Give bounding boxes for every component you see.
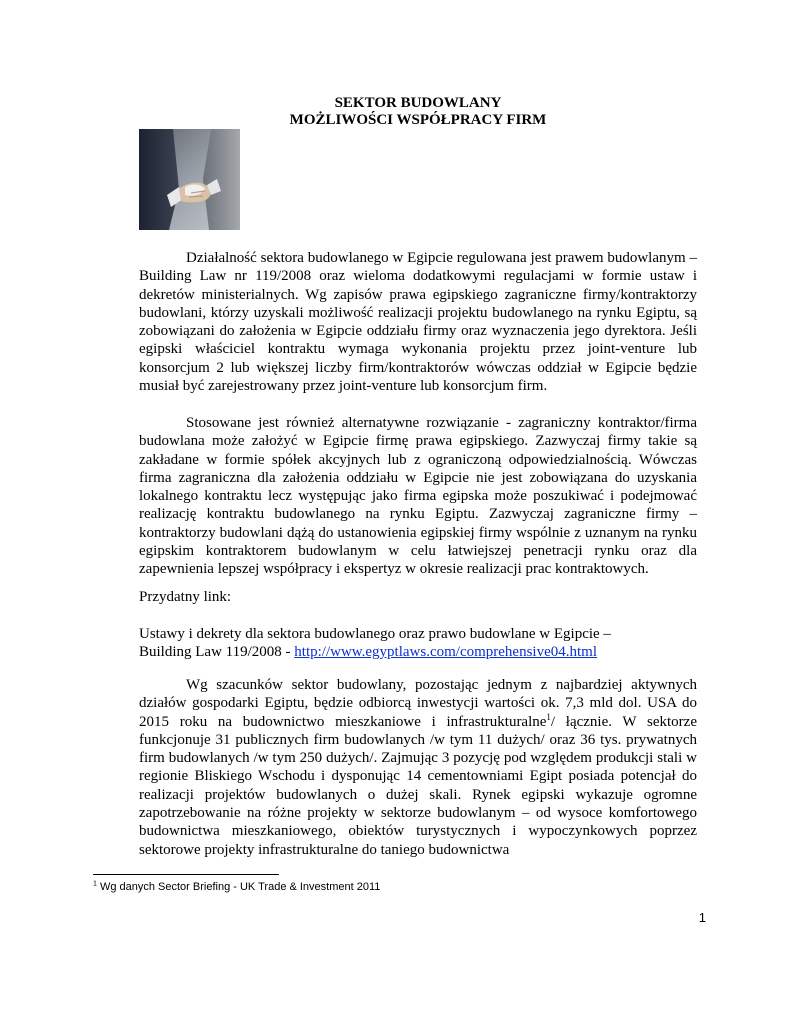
footnote-separator [93,874,279,875]
handshake-illustration [139,129,240,230]
link-description-line-2: Building Law 119/2008 - [139,644,295,661]
useful-link-label: Przydatny link: [139,589,232,605]
body-paragraph-2: Stosowane jest również alternatywne rozwiązanie - zagraniczny kontraktor/firma budowlana może założyć w Egipcie firmę prawa egipskiego. Zazwyczaj firmy takie są zakładane w formie spółek akcyjnych lub z ograniczoną odpowiedzialnością. Wówczas firma zagraniczna dla założenia oddziału w Egipcie nie jest zobowiązana do uzyskania lokalnego kontraktu lecz występując jako firma egipska może poszukiwać i podejmować realizację kontraktu budowlanego na rynku Egiptu. Zazwyczaj zagraniczne firmy – kontraktorzy budowlani dążą do ustanowienia egipskiej firmy wspólnie z uznanym na rynku egipskim kontraktorem budowlanym w celu łatwiejszej penetracji rynku oraz dla zapewnienia lepszej współpracy i ekspertyz w okresie realizacji prac kontraktowych. [139,415,697,578]
footnote-text: Wg danych Sector Briefing - UK Trade & Investment 2011 [96,881,381,893]
handshake-photo [139,129,240,230]
document-title-line-2: MOŻLIWOŚCI WSPÓŁPRACY FIRM [289,112,547,128]
page-number: 1 [698,910,706,925]
body-paragraph-3 [139,676,697,859]
footnote-reference[interactable]: 1 [546,711,551,722]
link-paragraph [139,625,697,662]
egyptlaws-link[interactable]: http://www.egyptlaws.com/comprehensive04.html [294,644,598,661]
body-paragraph-3-part-1: Wg szacunków sektor budowlany, pozostając jednym z najbardziej aktywnych działów gospodarki Egiptu, będzie odbiorcą inwestycji wartości ok. 7,3 mld dol. USA do 2015 roku na budownictwo mieszkaniowe i infrastrukturalne [139,677,697,730]
footnote [93,880,693,894]
body-paragraph-1: Działalność sektora budowlanego w Egipcie regulowana jest prawem budowlanym – Building Law nr 119/2008 oraz wieloma dodatkowymi regulacjami w formie ustaw i dekretów ministerialnych. Wg zapisów prawa egipskiego zagraniczne firmy/kontraktorzy budowlani, którzy uzyskali możliwość realizacji projektu budowlanego na rynku Egiptu, są zobowiązani do założenia w Egipcie oddziału firmy oraz wyznaczenia jego dyrektora. Jeśli egipski właściciel kontraktu wymaga wykonania projektu przez joint-venture lub konsorcjum 2 lub większej liczby firm/kontraktorów wówczas oddział w Egipcie będzie musiał być zarejestrowany przez joint-venture lub konsorcjum firm. [139,250,697,395]
footnote-number: 1 [93,880,97,888]
link-description-line-1: Ustawy i dekrety dla sektora budowlanego oraz prawo budowlane w Egipcie – [139,626,611,642]
body-paragraph-3-part-2: / łącznie. W sektorze funkcjonuje 31 publicznych firm budowlanych /w tym 11 dużych/ oraz 36 tys. prywatnych firm budowlanych /w tym 250 dużych/. Zajmując 3 pozycję pod względem produkcji stali w regionie Bliskiego Wschodu i dysponując 14 cementowniami Egipt posiada potencjał do realizacji projektów budowlanych o dużej skali. Rynek egipski wykazuje ogromne zapotrzebowanie na różne projekty w sektorze budowlanym – od wysoce komfortowego budownictwa mieszkaniowego, obiektów turystycznych i wypoczynkowych poprzez sektorowe projekty infrastrukturalne do taniego budownictwa [139,713,697,858]
document-title-line-1: SEKTOR BUDOWLANY [334,95,502,111]
